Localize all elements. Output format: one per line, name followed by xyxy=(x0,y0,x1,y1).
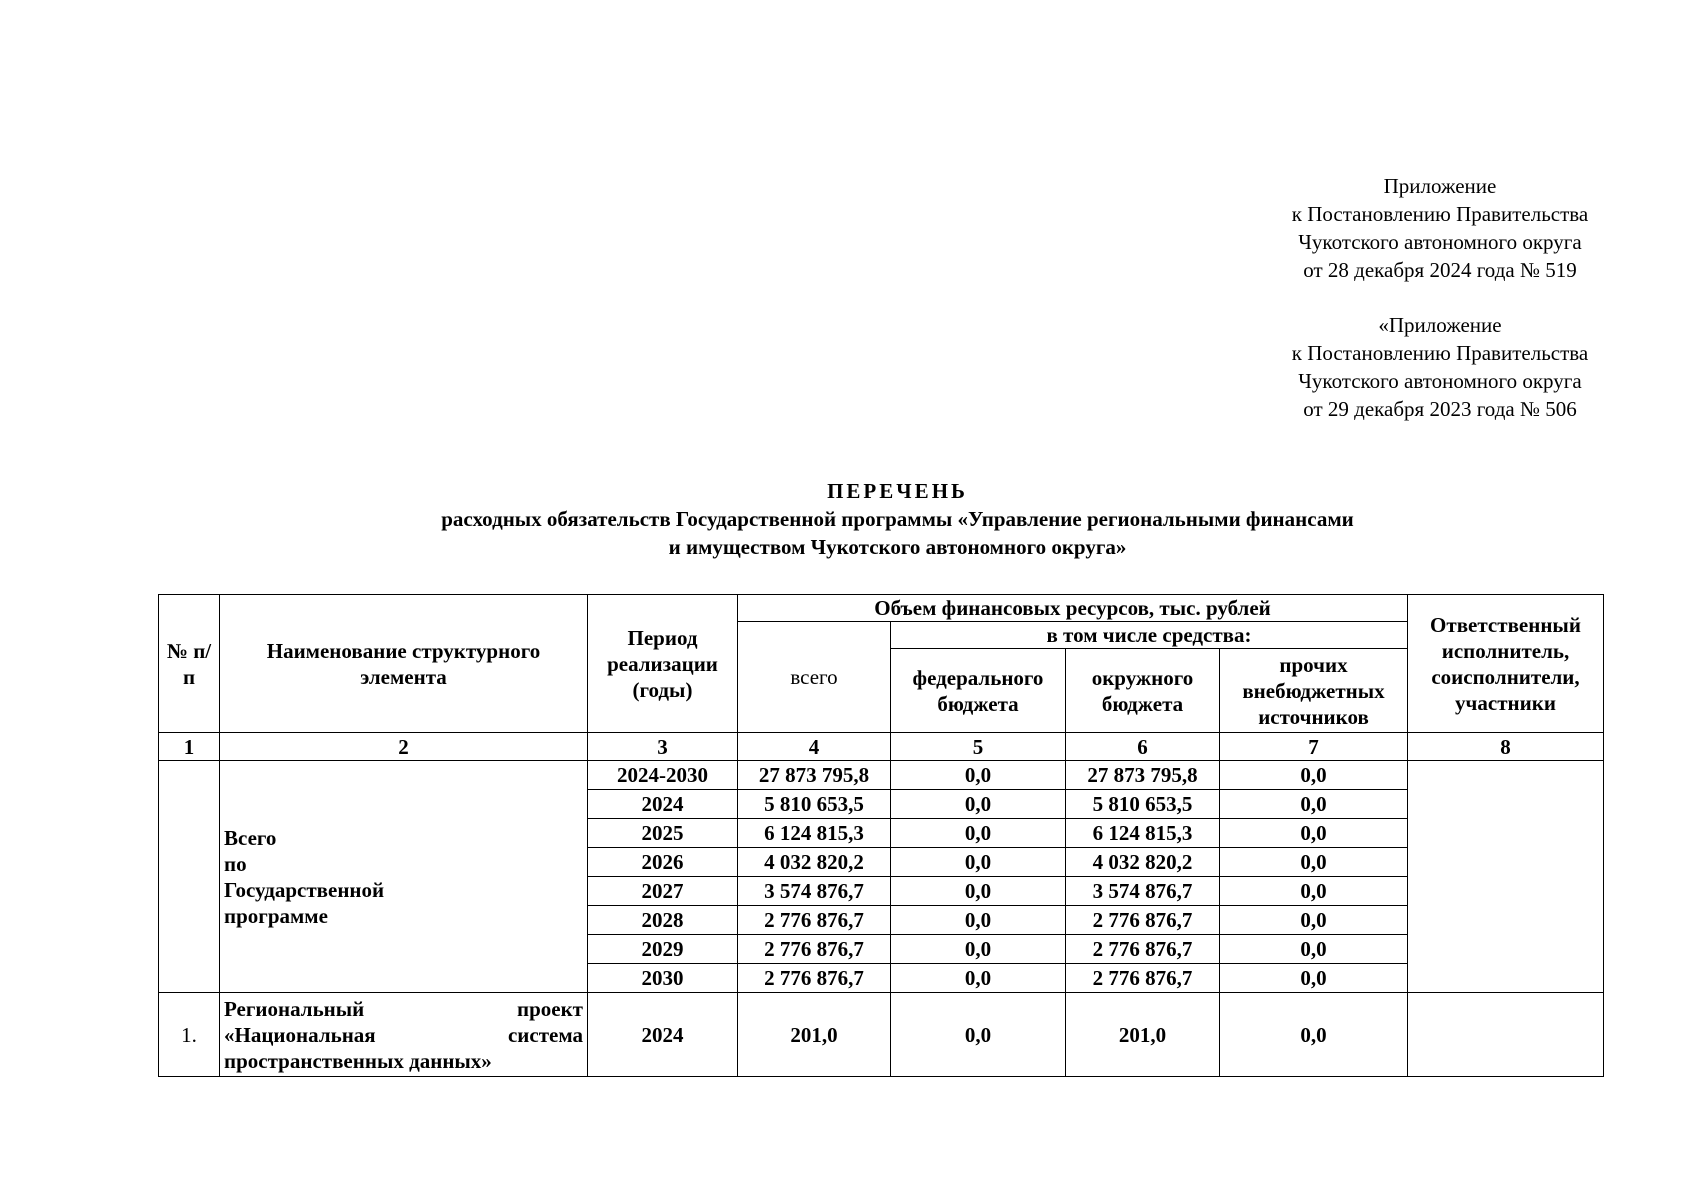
project-name-cell xyxy=(220,993,588,1077)
total-cell: 4 032 820,2 xyxy=(738,848,891,877)
total-name-cell xyxy=(220,761,588,993)
title-line: расходных обязательств Государственной программы «Управление региональными финансами xyxy=(441,507,1354,531)
column-number: 7 xyxy=(1220,733,1408,761)
total-num-cell xyxy=(159,761,220,993)
other-cell: 0,0 xyxy=(1220,906,1408,935)
appendix-line: Приложение xyxy=(1383,174,1497,198)
header-name: Наименование структурного элемента xyxy=(220,595,588,733)
district-cell: 27 873 795,8 xyxy=(1066,761,1220,790)
period-cell: 2024-2030 xyxy=(588,761,738,790)
period-cell: 2027 xyxy=(588,877,738,906)
period-cell: 2026 xyxy=(588,848,738,877)
project-name-line: пространственных данных» xyxy=(224,1048,492,1073)
period-cell: 2025 xyxy=(588,819,738,848)
column-number: 1 xyxy=(159,733,220,761)
appendix-previous-block xyxy=(1230,311,1650,423)
header-period: Период реализации (годы) xyxy=(588,595,738,733)
appendix-line: Чукотского автономного округа xyxy=(1298,369,1582,393)
name-word: Региональный xyxy=(224,996,365,1021)
appendix-current-block xyxy=(1230,172,1650,284)
appendix-line: к Постановлению Правительства xyxy=(1291,341,1589,365)
total-name-line: программе xyxy=(224,903,328,928)
district-cell: 201,0 xyxy=(1066,993,1220,1077)
district-cell: 6 124 815,3 xyxy=(1066,819,1220,848)
total-cell: 2 776 876,7 xyxy=(738,906,891,935)
federal-cell: 0,0 xyxy=(891,964,1066,993)
district-cell: 3 574 876,7 xyxy=(1066,877,1220,906)
other-cell: 0,0 xyxy=(1220,877,1408,906)
district-cell: 2 776 876,7 xyxy=(1066,964,1220,993)
responsible-cell xyxy=(1408,993,1604,1077)
header-responsible: Ответственный исполнитель, соисполнители, участники xyxy=(1408,595,1604,733)
header-volume: Объем финансовых ресурсов, тыс. рублей xyxy=(738,595,1408,622)
title-heading: ПЕРЕЧЕНЬ xyxy=(827,479,968,503)
total-name-line xyxy=(224,825,583,903)
federal-cell: 0,0 xyxy=(891,819,1066,848)
column-number: 8 xyxy=(1408,733,1604,761)
district-cell: 5 810 653,5 xyxy=(1066,790,1220,819)
column-number: 6 xyxy=(1066,733,1220,761)
other-cell: 0,0 xyxy=(1220,935,1408,964)
column-number-row xyxy=(159,733,1604,761)
responsible-cell xyxy=(1408,761,1604,993)
project-num-cell: 1. xyxy=(159,993,220,1077)
federal-cell: 0,0 xyxy=(891,935,1066,964)
total-cell: 3 574 876,7 xyxy=(738,877,891,906)
appendix-line: Чукотского автономного округа xyxy=(1298,230,1582,254)
other-cell: 0,0 xyxy=(1220,790,1408,819)
expenditure-table xyxy=(158,594,1604,1077)
appendix-line: к Постановлению Правительства xyxy=(1291,202,1589,226)
column-number: 2 xyxy=(220,733,588,761)
name-word: Государственной xyxy=(224,877,385,902)
period-cell: 2029 xyxy=(588,935,738,964)
name-word: «Национальная xyxy=(224,1022,376,1047)
table-row xyxy=(159,993,1604,1077)
total-cell: 27 873 795,8 xyxy=(738,761,891,790)
total-cell: 5 810 653,5 xyxy=(738,790,891,819)
federal-cell: 0,0 xyxy=(891,761,1066,790)
period-cell: 2028 xyxy=(588,906,738,935)
total-cell: 201,0 xyxy=(738,993,891,1077)
header-row xyxy=(159,595,1604,622)
header-other: прочих внебюджетных источников xyxy=(1220,649,1408,733)
header-federal: федерального бюджета xyxy=(891,649,1066,733)
period-cell: 2024 xyxy=(588,790,738,819)
name-word: система xyxy=(507,1022,583,1047)
column-number: 4 xyxy=(738,733,891,761)
federal-cell: 0,0 xyxy=(891,848,1066,877)
name-word: по xyxy=(224,851,247,876)
other-cell: 0,0 xyxy=(1220,993,1408,1077)
federal-cell: 0,0 xyxy=(891,877,1066,906)
appendix-line: от 28 декабря 2024 года № 519 xyxy=(1303,258,1577,282)
document-title xyxy=(160,477,1635,561)
project-name-line xyxy=(224,996,583,1022)
period-cell: 2030 xyxy=(588,964,738,993)
district-cell: 2 776 876,7 xyxy=(1066,935,1220,964)
total-cell: 2 776 876,7 xyxy=(738,935,891,964)
other-cell: 0,0 xyxy=(1220,848,1408,877)
header-num: № п/п xyxy=(159,595,220,733)
district-cell: 4 032 820,2 xyxy=(1066,848,1220,877)
total-cell: 2 776 876,7 xyxy=(738,964,891,993)
federal-cell: 0,0 xyxy=(891,790,1066,819)
name-word: проект xyxy=(516,996,583,1021)
appendix-line: «Приложение xyxy=(1378,313,1502,337)
total-cell: 6 124 815,3 xyxy=(738,819,891,848)
federal-cell: 0,0 xyxy=(891,906,1066,935)
header-total: всего xyxy=(738,622,891,733)
other-cell: 0,0 xyxy=(1220,964,1408,993)
name-word: Всего xyxy=(224,825,277,850)
appendix-line: от 29 декабря 2023 года № 506 xyxy=(1303,397,1577,421)
header-including: в том числе средства: xyxy=(891,622,1408,649)
column-number: 5 xyxy=(891,733,1066,761)
federal-cell: 0,0 xyxy=(891,993,1066,1077)
district-cell: 2 776 876,7 xyxy=(1066,906,1220,935)
column-number: 3 xyxy=(588,733,738,761)
other-cell: 0,0 xyxy=(1220,819,1408,848)
table-row xyxy=(159,761,1604,790)
period-cell: 2024 xyxy=(588,993,738,1077)
title-line: и имуществом Чукотского автономного округа» xyxy=(668,535,1127,559)
header-district: окружного бюджета xyxy=(1066,649,1220,733)
other-cell: 0,0 xyxy=(1220,761,1408,790)
project-name-line xyxy=(224,1022,583,1048)
